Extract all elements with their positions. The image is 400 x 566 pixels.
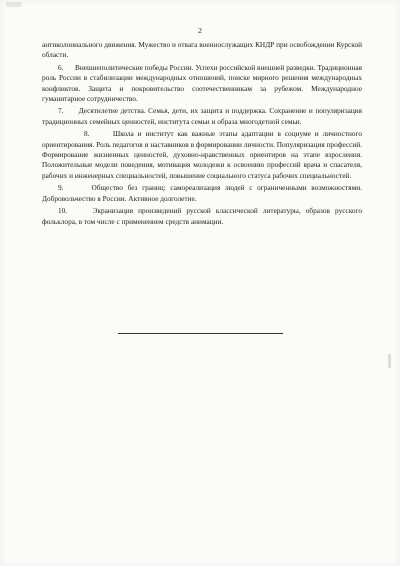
list-item-7 [42,106,362,127]
list-item-number: 9. [58,183,64,193]
scan-artifact [6,2,22,7]
list-item-number: 8. [84,129,90,139]
list-item-text: Внешнеполитические победы России. Успехи российской внешней разведки. Традиционная роль России в стабилизации международных отношений, поиске мирного решения международных конфликтов. Защита и покровительство соотечественникам за рубежом. Международное гуманитарное сотрудничество. [42,62,362,104]
list-item-9 [42,183,362,204]
list-item-10 [42,206,362,227]
list-item-number: 6. [58,62,64,72]
list-item-text: Школа и институт как важные этапы адаптации в социуме и личностного ориентирования. Роль педагогов и наставников в формировании личности. Популяризация профессий. Формирование жизненных ценностей, духовно-нравственных ориентиров на этапе взросления. Положительные модели поведения, мотивация молодежи к освоению профессий врача и спасателя, рабочих и инженерных специальностей, повышение социального статуса рабочих специальностей. [42,129,362,180]
document-body [42,40,362,227]
list-item-text: Десятилетие детства. Семья, дети, их защита и поддержка. Сохранение и популяризация традиционных семейных ценностей, института семьи и образа многодетной семьи. [42,106,362,126]
list-item-6 [42,63,362,105]
list-item-8 [42,129,362,181]
page-number: 2 [198,26,202,35]
list-item-text: Экранизация произведений русской классической литературы, образов русского фольклора, в том числе с применением средств анимации. [42,206,362,226]
list-item-number: 7. [58,106,64,116]
paragraph-text: антиколониального движения. Мужество и отвага военнослужащих КНДР при освобождении Курской области. [42,40,362,60]
closing-divider-line [118,333,283,334]
list-item-text: Общество без границ: самореализация людей с ограниченными возможностями. Добровольчество в России. Активное долголетие. [42,183,362,203]
scan-artifact [388,354,391,368]
paragraph-continuation [42,40,362,61]
list-item-number: 10. [58,206,68,216]
